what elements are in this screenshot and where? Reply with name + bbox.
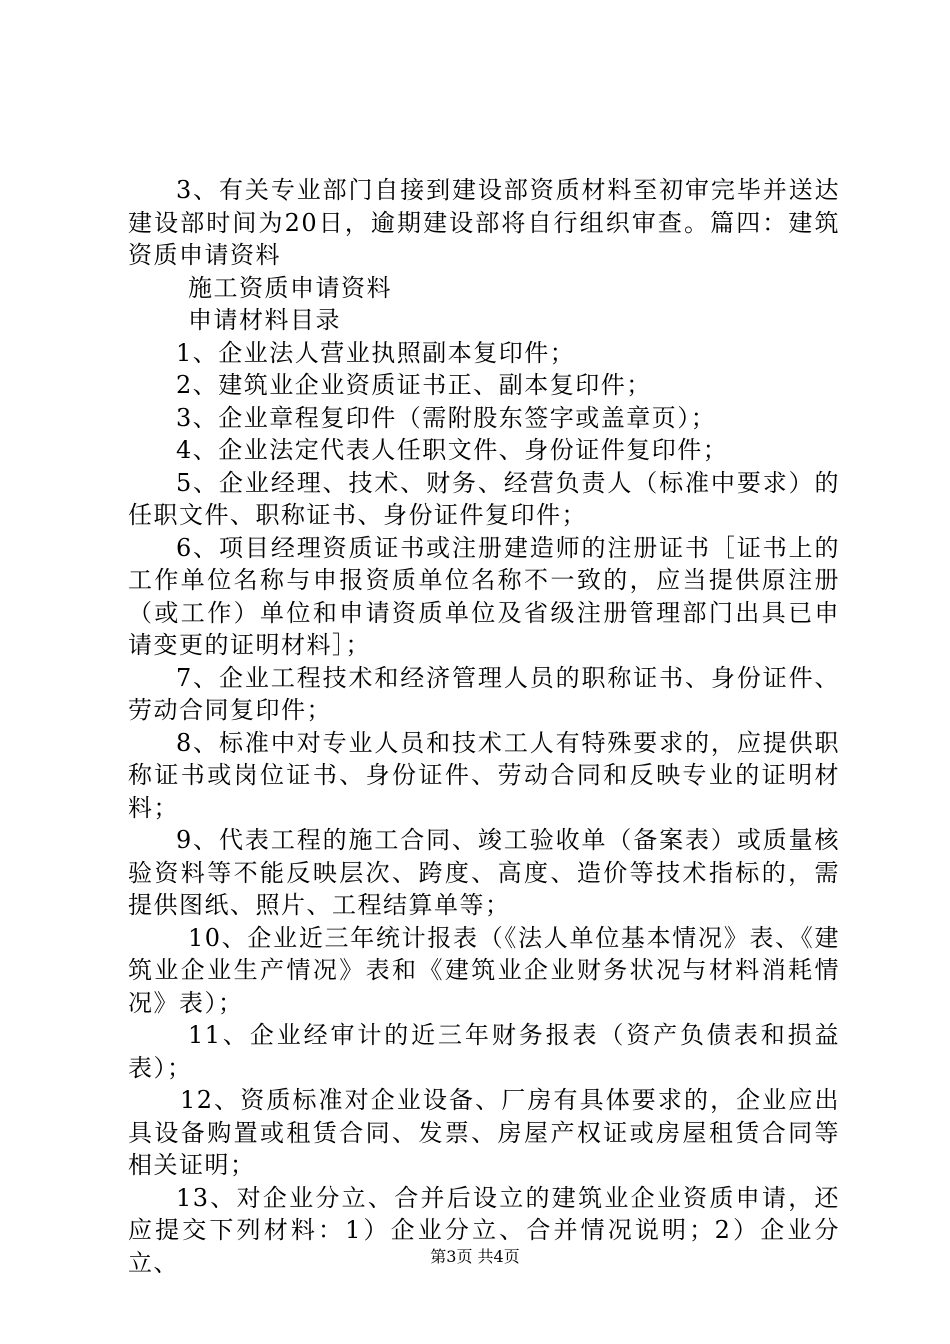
page-number-footer: 第3页 共4页	[430, 1247, 520, 1266]
document-body	[128, 174, 840, 1279]
paragraph: 施工资质申请资料	[188, 273, 392, 302]
list-item: 8、标准中对专业人员和技术工人有特殊要求的，应提供职称证书或岗位证书、身份证件、劳动合同和反映专业的证明材料；	[128, 728, 840, 822]
list-item: 2、建筑业企业资质证书正、副本复印件；	[176, 371, 652, 399]
list-item: 11、企业经审计的近三年财务报表（资产负债表和损益表）；	[128, 1021, 840, 1082]
list-item: 6、项目经理资质证书或注册建造师的注册证书［证书上的工作单位名称与申报资质单位名称不一致的，应当提供原注册（或工作）单位和申请资质单位及省级注册管理部门出具已申请变更的证明材料］；	[128, 533, 840, 659]
list-item: 1、企业法人营业执照副本复印件；	[176, 338, 576, 367]
list-item: 4、企业法定代表人任职文件、身份证件复印件；	[176, 436, 729, 464]
list-item: 9、代表工程的施工合同、竣工验收单（备案表）或质量核验资料等不能反映层次、跨度、高度、造价等技术指标的，需提供图纸、照片、工程结算单等；	[128, 826, 840, 919]
list-item: 7、企业工程技术和经济管理人员的职称证书、身份证件、劳动合同复印件；	[128, 663, 840, 724]
list-item: 10、企业近三年统计报表（《法人单位基本情况》表、《建筑业企业生产情况》表和《建筑业企业财务状况与材料消耗情况》表）；	[128, 923, 840, 1017]
list-item: 3、企业章程复印件（需附股东签字或盖章页）；	[176, 403, 717, 432]
paragraph: 3、有关专业部门自接到建设部资质材料至初审完毕并送达建设部时间为20日，逾期建设部将自行组织审查。篇四：建筑资质申请资料	[128, 176, 840, 269]
paragraph: 申请材料目录	[188, 306, 341, 334]
list-item: 13、对企业分立、合并后设立的建筑业企业资质申请，还应提交下列材料：1）企业分立、合并情况说明；2）企业分立、	[128, 1183, 840, 1277]
list-item: 5、企业经理、技术、财务、经营负责人（标准中要求）的任职文件、职称证书、身份证件复印件；	[128, 468, 840, 529]
list-item: 12、资质标准对企业设备、厂房有具体要求的，企业应出具设备购置或租赁合同、发票、房屋产权证或房屋租赁合同等相关证明；	[128, 1086, 840, 1179]
